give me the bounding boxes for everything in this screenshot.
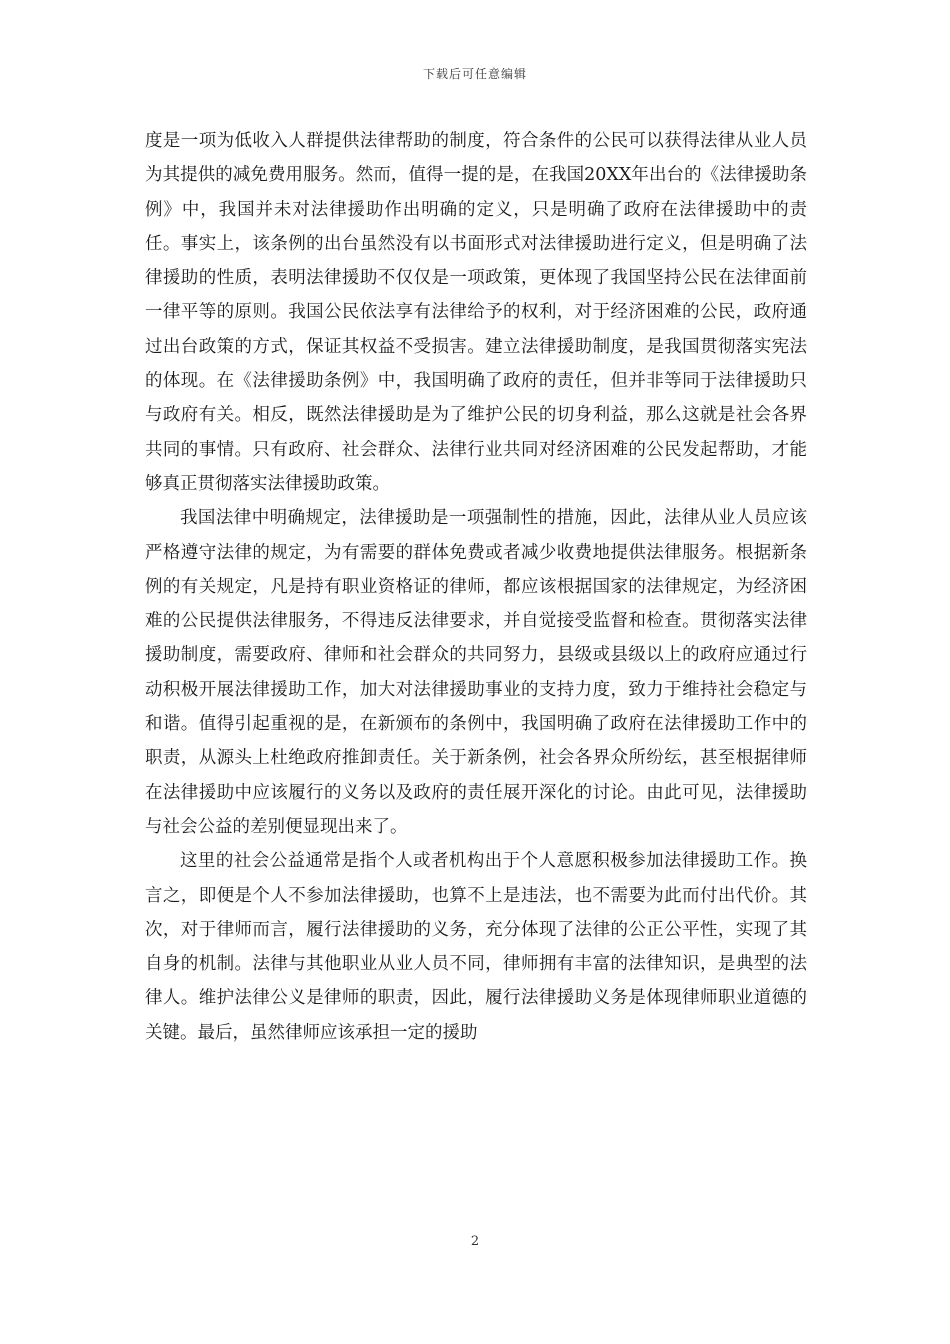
document-body xyxy=(145,124,807,1050)
page-number: 2 xyxy=(470,1234,480,1249)
page-header-note: 下载后可任意编辑 xyxy=(422,67,527,81)
paragraph: 这里的社会公益通常是指个人或者机构出于个人意愿积极参加法律援助工作。换言之，即便是个人不参加法律援助，也算不上是违法，也不需要为此而付出代价。其次，对于律师而言，履行法律援助的义务，充分体现了法律的公正公平性，实现了其自身的机制。法律与其他职业从业人员不同，律师拥有丰富的法律知识，是典型的法律人。维护法律公义是律师的职责，因此，履行法律援助义务是体现律师职业道德的关键。最后，虽然律师应该承担一定的援助 xyxy=(145,851,807,1043)
paragraph-continued: 度是一项为低收入人群提供法律帮助的制度，符合条件的公民可以获得法律从业人员为其提供的减免费用服务。然而，值得一提的是，在我国20XX年出台的《法律援助条例》中，我国并未对法律援助作出明确的定义，只是明确了政府在法律援助中的责任。事实上，该条例的出台虽然没有以书面形式对法律援助进行定义，但是明确了法律援助的性质，表明法律援助不仅仅是一项政策，更体现了我国坚持公民在法律面前一律平等的原则。我国公民依法享有法律给予的权利，对于经济困难的公民，政府通过出台政策的方式，保证其权益不受损害。建立法律援助制度，是我国贯彻落实宪法的体现。在《法律援助条例》中，我国明确了政府的责任，但并非等同于法律援助只与政府有关。相反，既然法律援助是为了维护公民的切身利益，那么这就是社会各界共同的事情。只有政府、社会群众、法律行业共同对经济困难的公民发起帮助，才能够真正贯彻落实法律援助政策。 xyxy=(145,131,807,494)
paragraph: 我国法律中明确规定，法律援助是一项强制性的措施，因此，法律从业人员应该严格遵守法律的规定，为有需要的群体免费或者减少收费地提供法律服务。根据新条例的有关规定，凡是持有职业资格证的律师，都应该根据国家的法律规定，为经济困难的公民提供法律服务，不得违反法律要求，并自觉接受监督和检查。贯彻落实法律援助制度，需要政府、律师和社会群众的共同努力，县级或县级以上的政府应通过行动积极开展法律援助工作，加大对法律援助事业的支持力度，致力于维持社会稳定与和谐。值得引起重视的是，在新颁布的条例中，我国明确了政府在法律援助工作中的职责，从源头上杜绝政府推卸责任。关于新条例，社会各界众所纷纭，甚至根据律师在法律援助中应该履行的义务以及政府的责任展开深化的讨论。由此可见，法律援助与社会公益的差别便显现出来了。 xyxy=(145,508,807,837)
